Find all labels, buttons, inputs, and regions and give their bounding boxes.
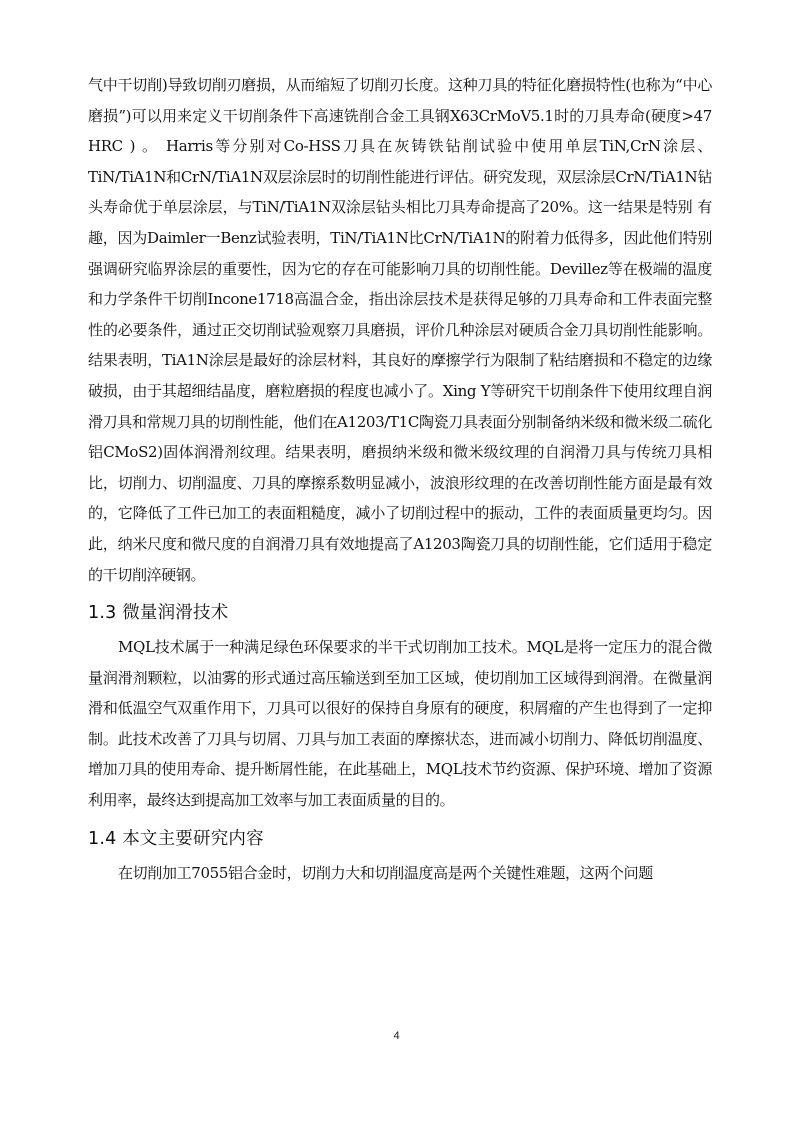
page-number: 4 (393, 1030, 400, 1042)
paragraph-research-content: 在切削加工7055铝合金时，切削力大和切削温度高是两个关键性难题，这两个问题 (118, 863, 653, 882)
section-heading-1-4: 1.4 本文主要研究内容 (88, 828, 264, 849)
section-heading-1-3: 1.3 微量润滑技术 (88, 603, 229, 624)
document-body (88, 70, 712, 888)
paragraph-tool-wear: 气中干切削)导致切削刃磨损，从而缩短了切削刃长度。这种刀具的特征化磨损特性(也称为“中心磨损”)可以用来定义干切削条件下高速铣削合金工具钢X63CrMoV5.1时的刀具寿命(硬度>47 HRC ) 。 Harris等分别对Co-HSS刀具在灰铸铁钻削试验中使用单层TiN,CrN涂层、TiN/TiA1N和CrN/TiA1N双层涂层时的切削性能进行评估。研究发现，双层涂层CrN/TiA1N钻头寿命优于单层涂层，与TiN/TiA1N双涂层钻头相比刀具寿命提高了20%。这一结果是特别 有趣，因为Daimler一Benz试验表明，TiN/TiA1N比CrN/TiA1N的附着力低得多，因此他们特别强调研究临界涂层的重要性，因为它的存在可能影响刀具的切削性能。Devillez等在极端的温度和力学条件干切削Incone1718高温合金，指出涂层技术是获得足够的刀具寿命和工件表面完整性的必要条件，通过正交切削试验观察刀具磨损，评价几种涂层对硬质合金刀具切削性能影响。结果表明，TiA1N涂层是最好的涂层材料，其良好的摩擦学行为限制了粘结磨损和不稳定的边缘破损，由于其超细结晶度，磨粒磨损的程度也减小了。Xing Y等研究干切削条件下使用纹理自润滑刀具和常规刀具的切削性能，他们在A1203/T1C陶瓷刀具表面分别制备纳米级和微米级二硫化铝CMoS2)固体润滑剂纹理。结果表明，磨损纳米级和微米级纹理的自润滑刀具与传统刀具相比，切削力、切削温度、刀具的摩擦系数明显减小，波浪形纹理的在改善切削性能方面是最有效的，它降低了工件已加工的表面粗糙度，减小了切削过程中的振动，工件的表面质量更均匀。因此，纳米尺度和微尺度的自润滑刀具有效地提高了A1203陶瓷刀具的切削性能，它们适用于稳定的干切削淬硬钢。 (88, 76, 712, 584)
paragraph-mql: MQL技术属于一种满足绿色环保要求的半干式切削加工技术。MQL是将一定压力的混合微量润滑剂颗粒，以油雾的形式通过高压输送到至加工区域，使切削加工区域得到润滑。在微量润滑和低温空气双重作用下，刀具可以很好的保持自身原有的硬度，积屑瘤的产生也得到了一定抑制。此技术改善了刀具与切屑、刀具与加工表面的摩擦状态，进而减小切削力、降低切削温度、增加刀具的使用寿命、提升断屑性能，在此基础上，MQL技术节约资源、保护环境、增加了资源利用率，最终达到提高加工效率与加工表面质量的目的。 (88, 638, 712, 810)
